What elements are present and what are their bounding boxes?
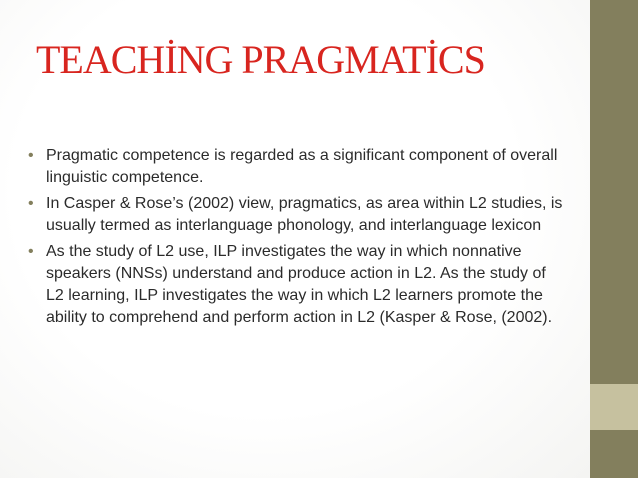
bullet-marker-icon: • — [28, 195, 34, 212]
sidebar-band-top — [590, 0, 638, 384]
bullet-list — [28, 145, 568, 333]
slide-title: TEACHİNG PRAGMATİCS — [36, 37, 485, 82]
bullet-text: Pragmatic competence is regarded as a significant component of overall linguistic competence. — [46, 147, 558, 186]
bullet-text: In Casper & Rose’s (2002) view, pragmatics, as area within L2 studies, is usually termed as interlanguage phonology, and interlanguage lexicon — [46, 195, 563, 234]
bullet-text: As the study of L2 use, ILP investigates the way in which nonnative speakers (NNSs) understand and produce action in L2. As the study of L2 learning, ILP investigates the way in which L2 learners promote the ability to comprehend and perform action in L2 (Kasper & Rose, (2002). — [46, 243, 553, 326]
bullet-marker-icon: • — [28, 147, 34, 164]
bullet-item — [28, 193, 568, 237]
bullet-marker-icon: • — [28, 243, 34, 260]
bullet-item — [28, 241, 568, 329]
bullet-item — [28, 145, 568, 189]
sidebar-accent-block — [590, 384, 638, 430]
sidebar-band-bottom — [590, 430, 638, 478]
